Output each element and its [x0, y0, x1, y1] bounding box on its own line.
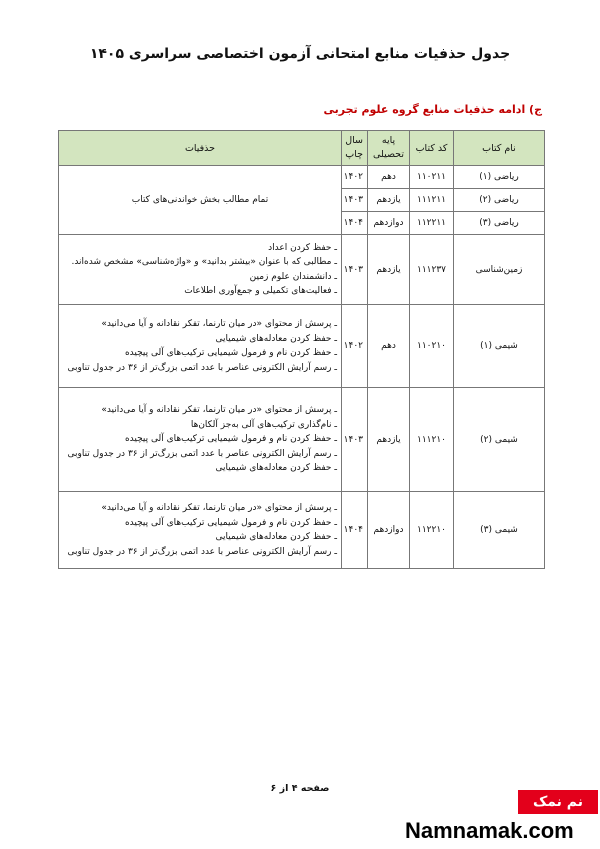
- book-code: ۱۱۲۲۱۰: [410, 492, 454, 569]
- deletion-item: ـ حفظ کردن معادله‌های شیمیایی: [215, 463, 337, 474]
- deletion-item: ـ نام‌گذاری ترکیب‌های آلی به‌جز آلکان‌ها: [190, 419, 337, 430]
- book-year: ۱۴۰۴: [342, 212, 368, 235]
- book-year: ۱۴۰۳: [342, 235, 368, 305]
- deletion-item: ـ دانشمندان علوم زمین: [249, 271, 337, 282]
- book-deletions: [59, 235, 342, 305]
- section-subtitle: ج) ادامه حذفیات منابع گروه علوم تجربی: [323, 103, 542, 116]
- book-grade: دهم: [368, 305, 410, 388]
- deletion-item: ـ پرسش از محتوای «در میان تارنما، تفکر نقادانه و آیا می‌دانید»: [101, 503, 337, 513]
- book-name: زمین‌شناسی: [454, 235, 545, 305]
- book-grade: یازدهم: [368, 189, 410, 212]
- deletion-item: ـ فعالیت‌های تکمیلی و جمع‌آوری اطلاعات: [184, 286, 337, 296]
- brand-logo: نم نمک: [518, 790, 598, 814]
- table-row: [59, 166, 545, 189]
- book-grade: دوازدهم: [368, 212, 410, 235]
- book-code: ۱۱۲۲۱۱: [410, 212, 454, 235]
- book-grade: یازدهم: [368, 235, 410, 305]
- deletion-item: ـ حفظ کردن اعداد: [268, 242, 337, 253]
- deletion-item: ـ حفظ کردن نام و فرمول شیمیایی ترکیب‌های آلی پیچیده: [124, 517, 337, 528]
- deletion-item: تمام مطالب بخش خواندنی‌های کتاب: [131, 195, 269, 205]
- table-row: [59, 235, 545, 305]
- deletion-item: ـ رسم آرایش الکترونی عناصر با عدد اتمی بزرگ‌تر از ۳۶ در جدول تناوبی: [67, 448, 337, 459]
- table-row: [59, 388, 545, 492]
- table-row: [59, 305, 545, 388]
- book-deletions: [59, 305, 342, 388]
- book-code: ۱۱۱۲۱۱: [410, 189, 454, 212]
- deletion-item: ـ پرسش از محتوای «در میان تارنما، تفکر نقادانه و آیا می‌دانید»: [101, 405, 337, 416]
- book-name: شیمی (۲): [454, 388, 545, 492]
- header-grade: [368, 131, 410, 166]
- site-watermark: Namnamak.com: [405, 818, 574, 843]
- deletion-item: ـ مطالبی که با عنوان «بیشتر بدانید» و «واژه‌شناسی» مشخص شده‌اند.: [71, 257, 337, 267]
- book-deletions: [59, 166, 342, 235]
- header-book-code: کد کتاب: [410, 131, 454, 166]
- book-name: شیمی (۱): [454, 305, 545, 388]
- deletions-table: [58, 130, 545, 569]
- book-year: ۱۴۰۳: [342, 388, 368, 492]
- deletion-item: ـ رسم آرایش الکترونی عناصر با عدد اتمی بزرگ‌تر از ۳۶ در جدول تناوبی: [67, 362, 337, 373]
- deletion-item: ـ حفظ کردن نام و فرمول شیمیایی ترکیب‌های آلی پیچیده: [124, 434, 337, 445]
- deletion-item: ـ حفظ کردن معادله‌های شیمیایی: [215, 532, 337, 542]
- deletion-item: ـ پرسش از محتوای «در میان تارنما، تفکر نقادانه و آیا می‌دانید»: [101, 319, 337, 329]
- book-deletions: [59, 492, 342, 569]
- book-year: ۱۴۰۴: [342, 492, 368, 569]
- page-number: صفحه ۴ از ۶: [270, 783, 330, 794]
- book-grade: یازدهم: [368, 388, 410, 492]
- book-code: ۱۱۱۲۳۷: [410, 235, 454, 305]
- header-deletions: حذفیات: [59, 131, 342, 166]
- book-code: ۱۱۰۲۱۰: [410, 305, 454, 388]
- header-book-name: نام کتاب: [454, 131, 545, 166]
- book-name: شیمی (۳): [454, 492, 545, 569]
- deletion-item: ـ رسم آرایش الکترونی عناصر با عدد اتمی بزرگ‌تر از ۳۶ در جدول تناوبی: [67, 546, 337, 557]
- table-header-row: [59, 131, 545, 166]
- book-code: ۱۱۰۲۱۱: [410, 166, 454, 189]
- deletion-item: ـ حفظ کردن نام و فرمول شیمیایی ترکیب‌های آلی پیچیده: [124, 348, 337, 358]
- book-deletions: [59, 388, 342, 492]
- book-name: ریاضی (۳): [454, 212, 545, 235]
- page-title: جدول حذفیات منابع امتحانی آزمون اختصاصی سراسری ۱۴۰۵: [89, 46, 511, 62]
- book-year: ۱۴۰۲: [342, 166, 368, 189]
- header-year-line2: چاپ: [345, 149, 363, 160]
- book-grade: دوازدهم: [368, 492, 410, 569]
- book-name: ریاضی (۱): [454, 166, 545, 189]
- header-year: [342, 131, 368, 166]
- header-grade-line2: تحصیلی: [373, 149, 404, 160]
- book-year: ۱۴۰۲: [342, 305, 368, 388]
- header-year-line1: سال: [345, 135, 363, 146]
- book-grade: دهم: [368, 166, 410, 189]
- book-code: ۱۱۱۲۱۰: [410, 388, 454, 492]
- book-year: ۱۴۰۳: [342, 189, 368, 212]
- table-row: [59, 492, 545, 569]
- deletion-item: ـ حفظ کردن معادله‌های شیمیایی: [215, 333, 337, 344]
- book-name: ریاضی (۲): [454, 189, 545, 212]
- header-grade-line1: پایه: [381, 135, 396, 146]
